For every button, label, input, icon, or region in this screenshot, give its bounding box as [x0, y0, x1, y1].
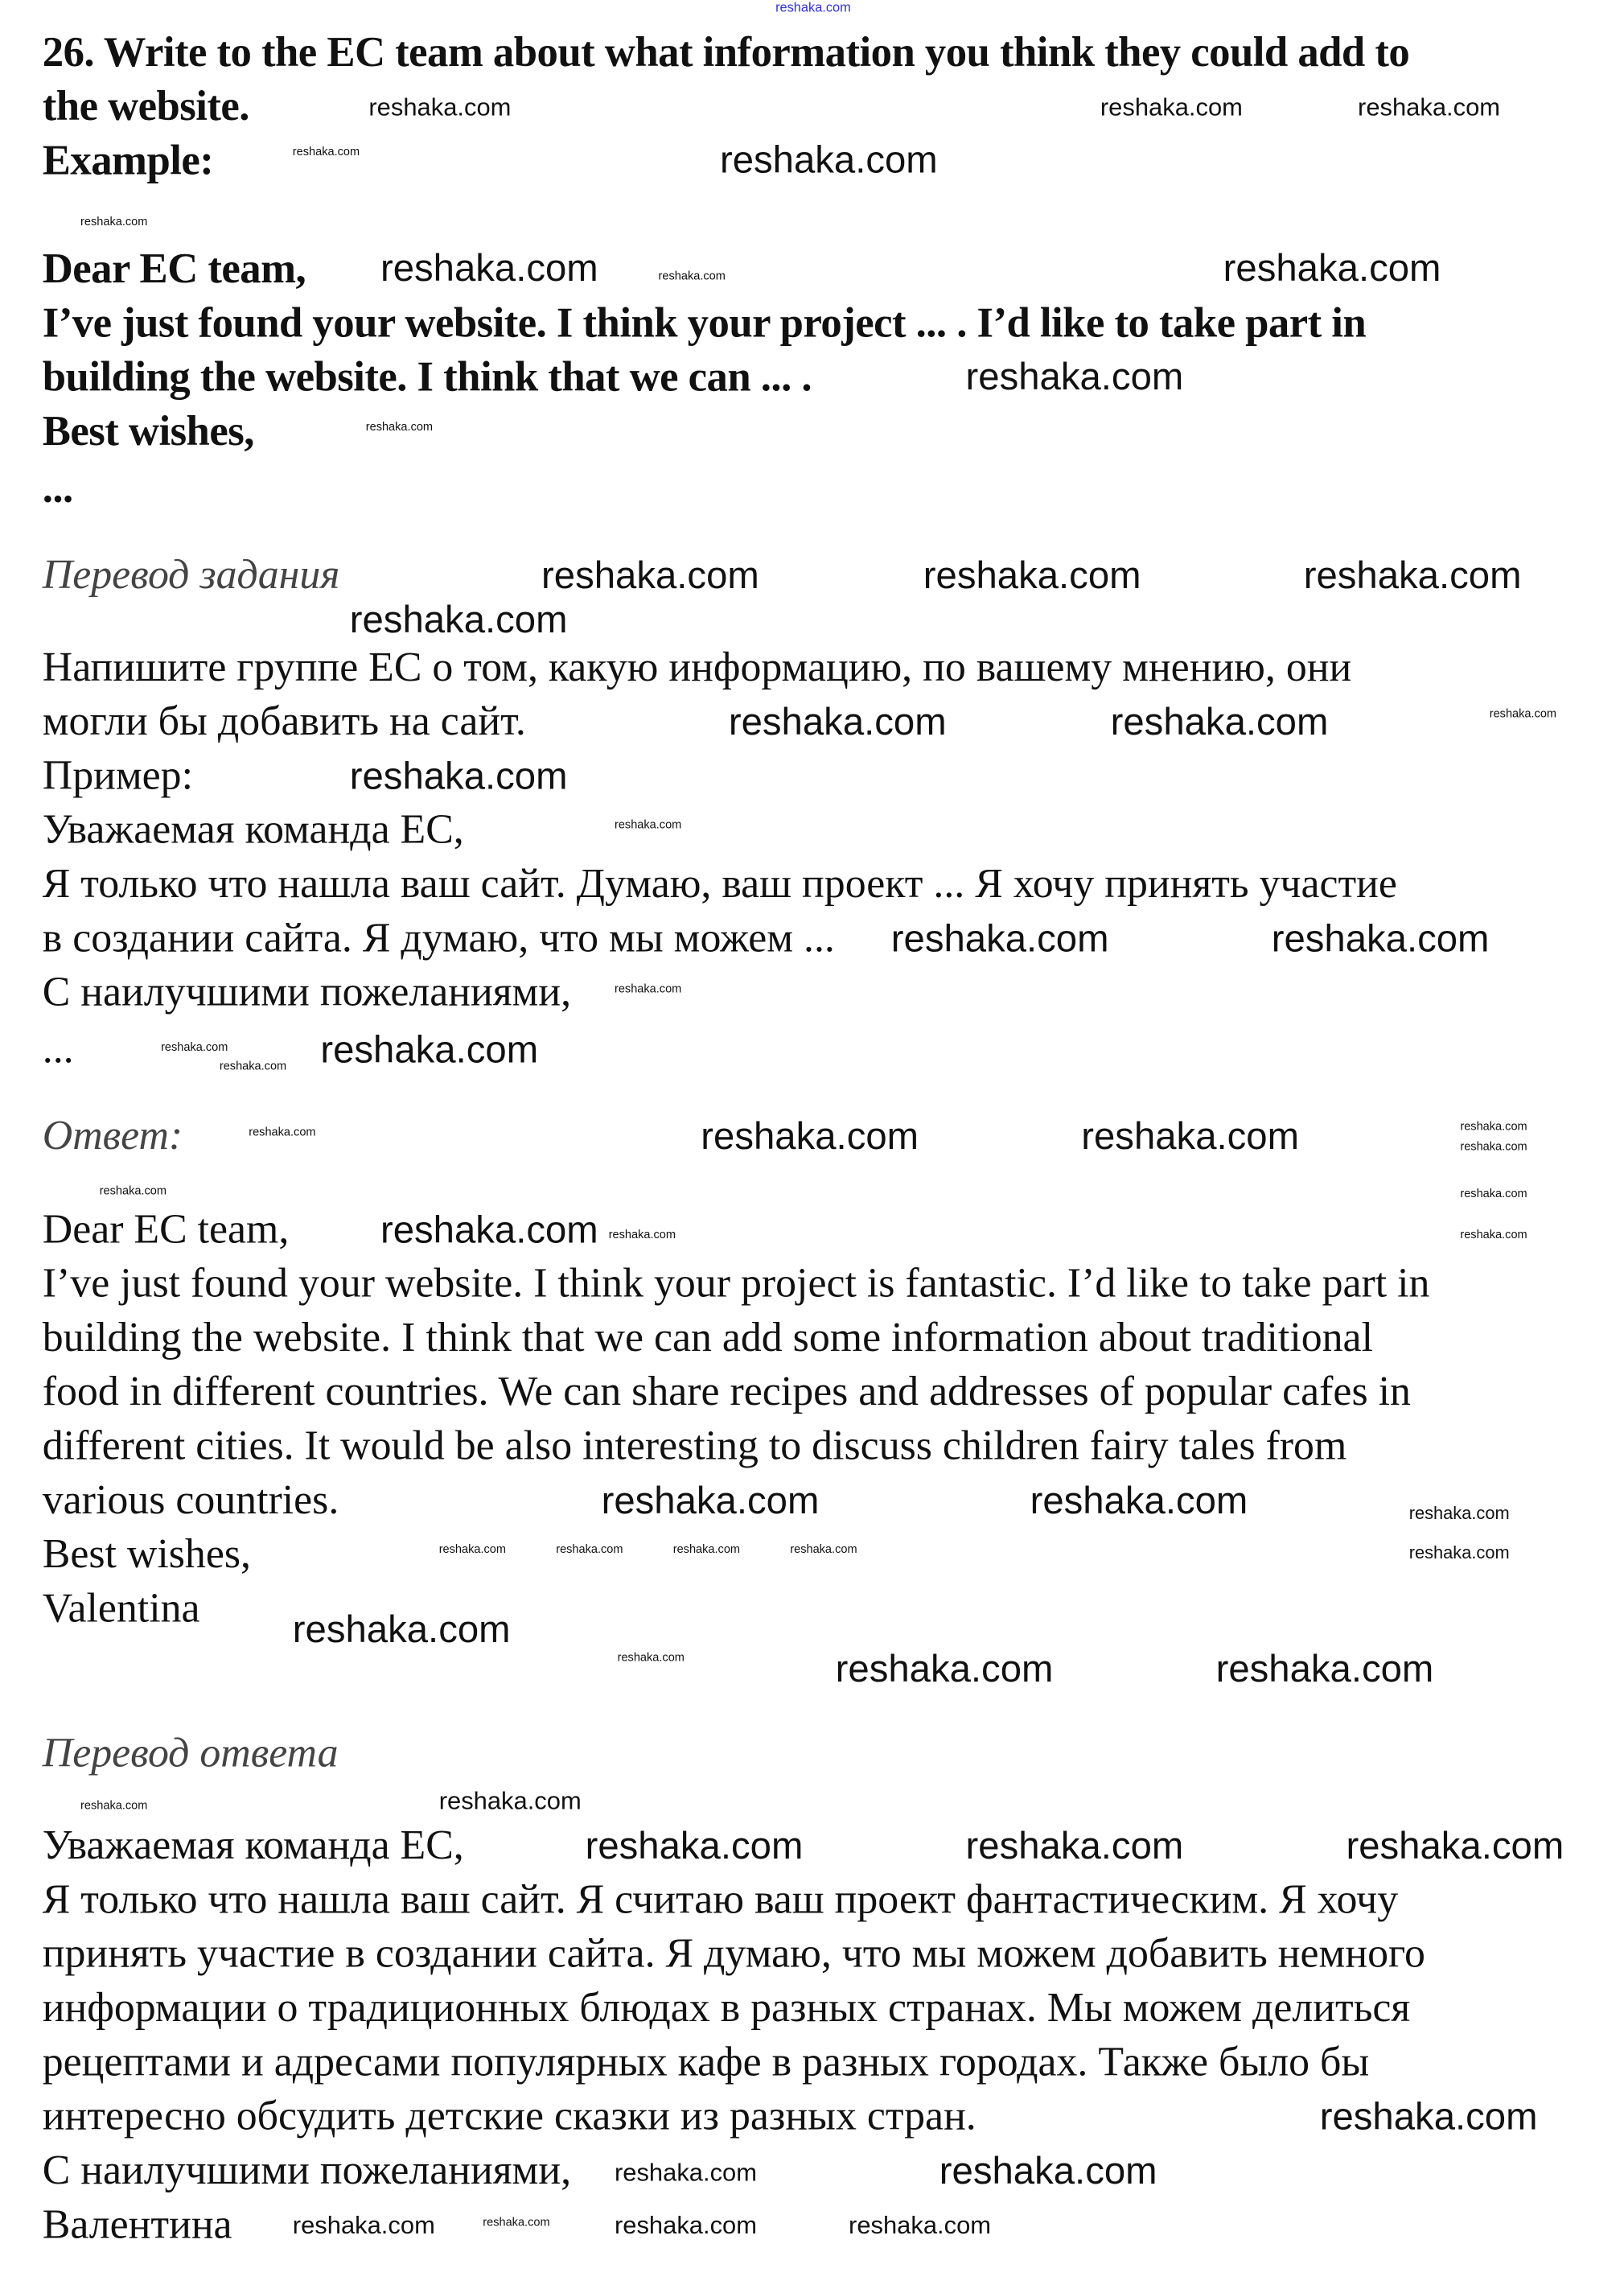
watermark-text: reshaka.com [1319, 2093, 1538, 2139]
answer-line: food in different countries. We can share recipes and addresses of popular cafes in [42, 1369, 1411, 1415]
watermark-text: reshaka.com [1346, 1823, 1564, 1868]
watermark-text: reshaka.com [365, 420, 434, 434]
watermark-text: reshaka.com [80, 215, 148, 228]
task-line: Best wishes, [42, 408, 254, 455]
watermark-text: reshaka.com [672, 1542, 741, 1556]
watermark-text: reshaka.com [1489, 706, 1557, 720]
watermark-text: reshaka.com [728, 699, 947, 744]
watermark-text: reshaka.com [1081, 1114, 1299, 1158]
watermark-text: reshaka.com [1110, 699, 1329, 744]
watermark-text: reshaka.com [1358, 93, 1501, 121]
watermark-text: reshaka.com [849, 2211, 992, 2240]
watermark-text: reshaka.com [292, 1607, 511, 1651]
watermark-text: reshaka.com [701, 1114, 919, 1158]
watermark-text: reshaka.com [939, 2148, 1157, 2192]
watermark-text: reshaka.com [1460, 1228, 1527, 1241]
task-line: the website. [42, 83, 249, 130]
translation-line: Напишите группе ЕС о том, какую информацию, по вашему мнению, они [42, 645, 1352, 691]
translation-line: Пример: [42, 753, 193, 800]
watermark-text: reshaka.com [965, 354, 1184, 398]
answer-line: various countries. [42, 1478, 339, 1524]
watermark-text: reshaka.com [1271, 916, 1490, 961]
answer-line: Dear EC team, [42, 1207, 290, 1254]
watermark-text: reshaka.com [380, 1207, 598, 1252]
answer-line: Best wishes, [42, 1532, 251, 1578]
watermark-text: reshaka.com [585, 1823, 804, 1868]
answer-translation-line: интересно обсудить детские сказки из разных стран. [42, 2093, 976, 2140]
answer-line: different cities. It would be also interesting to discuss children fairy tales from [42, 1423, 1347, 1470]
translation-line: ... [42, 1027, 74, 1073]
watermark-text: reshaka.com [614, 2159, 758, 2187]
watermark-text: reshaka.com [99, 1184, 167, 1197]
watermark-text: reshaka.com [775, 0, 851, 15]
answer-line: building the website. I think that we can add some information about traditional [42, 1315, 1373, 1361]
translation-line: С наилучшими пожеланиями, [42, 970, 572, 1016]
answer-line: Valentina [42, 1586, 200, 1632]
watermark-text: reshaka.com [380, 245, 598, 290]
task-line: 26. Write to the EC team about what information you think they could add to [42, 29, 1410, 76]
watermark-text: reshaka.com [658, 269, 726, 283]
watermark-text: reshaka.com [608, 1228, 676, 1241]
task-line: Example: [42, 137, 214, 185]
watermark-text: reshaka.com [835, 1646, 1054, 1690]
watermark-text: reshaka.com [292, 145, 360, 159]
watermark-text: reshaka.com [617, 1650, 685, 1665]
watermark-text: reshaka.com [368, 93, 512, 121]
section-heading: Ответ: [42, 1114, 183, 1159]
watermark-text: reshaka.com [1460, 1119, 1527, 1133]
watermark-text: reshaka.com [614, 2211, 758, 2240]
watermark-text: reshaka.com [1215, 1646, 1434, 1690]
task-line: ... [42, 465, 73, 513]
translation-line: могли бы добавить на сайт. [42, 699, 526, 745]
watermark-text: reshaka.com [541, 553, 759, 598]
watermark-text: reshaka.com [483, 2215, 550, 2229]
watermark-text: reshaka.com [614, 817, 682, 832]
watermark-text: reshaka.com [1460, 1140, 1527, 1154]
watermark-text: reshaka.com [1408, 1542, 1510, 1563]
watermark-text: reshaka.com [890, 916, 1109, 961]
translation-line: в создании сайта. Я думаю, что мы можем ... [42, 916, 835, 962]
answer-translation-line: рецептами и адресами популярных кафе в разных городах. Также было бы [42, 2040, 1370, 2086]
answer-translation-line: принять участие в создании сайта. Я думаю, что мы можем добавить немного [42, 1932, 1425, 1978]
answer-translation-line: Я только что нашла ваш сайт. Я считаю ваш проект фантастическим. Я хочу [42, 1877, 1399, 1924]
watermark-text: reshaka.com [556, 1542, 623, 1556]
watermark-text: reshaka.com [1223, 245, 1441, 290]
watermark-text: reshaka.com [1408, 1503, 1510, 1524]
section-heading: Перевод ответа [42, 1731, 339, 1777]
translation-line: Я только что нашла ваш сайт. Думаю, ваш проект ... Я хочу принять участие [42, 862, 1397, 908]
watermark-text: reshaka.com [965, 1823, 1184, 1868]
watermark-text: reshaka.com [249, 1125, 316, 1139]
watermark-text: reshaka.com [923, 553, 1141, 598]
task-line: Dear EC team, [42, 245, 306, 293]
section-heading: Перевод задания [42, 553, 340, 599]
watermark-text: reshaka.com [80, 1798, 148, 1812]
watermark-text: reshaka.com [790, 1542, 857, 1556]
task-line: I’ve just found your website. I think your project ... . I’d like to take part in [42, 299, 1367, 348]
translation-line: Уважаемая команда ЕС, [42, 808, 464, 854]
watermark-text: reshaka.com [438, 1542, 507, 1556]
answer-translation-line: Уважаемая команда ЕС, [42, 1823, 464, 1869]
answer-translation-line: С наилучшими пожеланиями, [42, 2148, 572, 2194]
answer-line: I’ve just found your website. I think your project is fantastic. I’d like to take part in [42, 1261, 1430, 1307]
watermark-text: reshaka.com [614, 982, 682, 995]
watermark-text: reshaka.com [1460, 1187, 1527, 1200]
watermark-text: reshaka.com [349, 597, 568, 641]
watermark-text: reshaka.com [161, 1040, 228, 1054]
watermark-text: reshaka.com [1030, 1478, 1248, 1522]
answer-translation-line: информации о традиционных блюдах в разных странах. Мы можем делиться [42, 1986, 1411, 2032]
watermark-text: reshaka.com [719, 137, 938, 182]
watermark-text: reshaka.com [1303, 553, 1522, 598]
watermark-text: reshaka.com [601, 1478, 820, 1522]
task-line: building the website. I think that we can ... . [42, 354, 812, 401]
watermark-text: reshaka.com [219, 1059, 287, 1073]
watermark-text: reshaka.com [1100, 93, 1243, 121]
watermark-text: reshaka.com [320, 1027, 539, 1072]
watermark-text: reshaka.com [438, 1786, 582, 1815]
watermark-text: reshaka.com [292, 2211, 435, 2240]
watermark-text: reshaka.com [349, 753, 568, 798]
answer-translation-line: Валентина [42, 2202, 232, 2248]
